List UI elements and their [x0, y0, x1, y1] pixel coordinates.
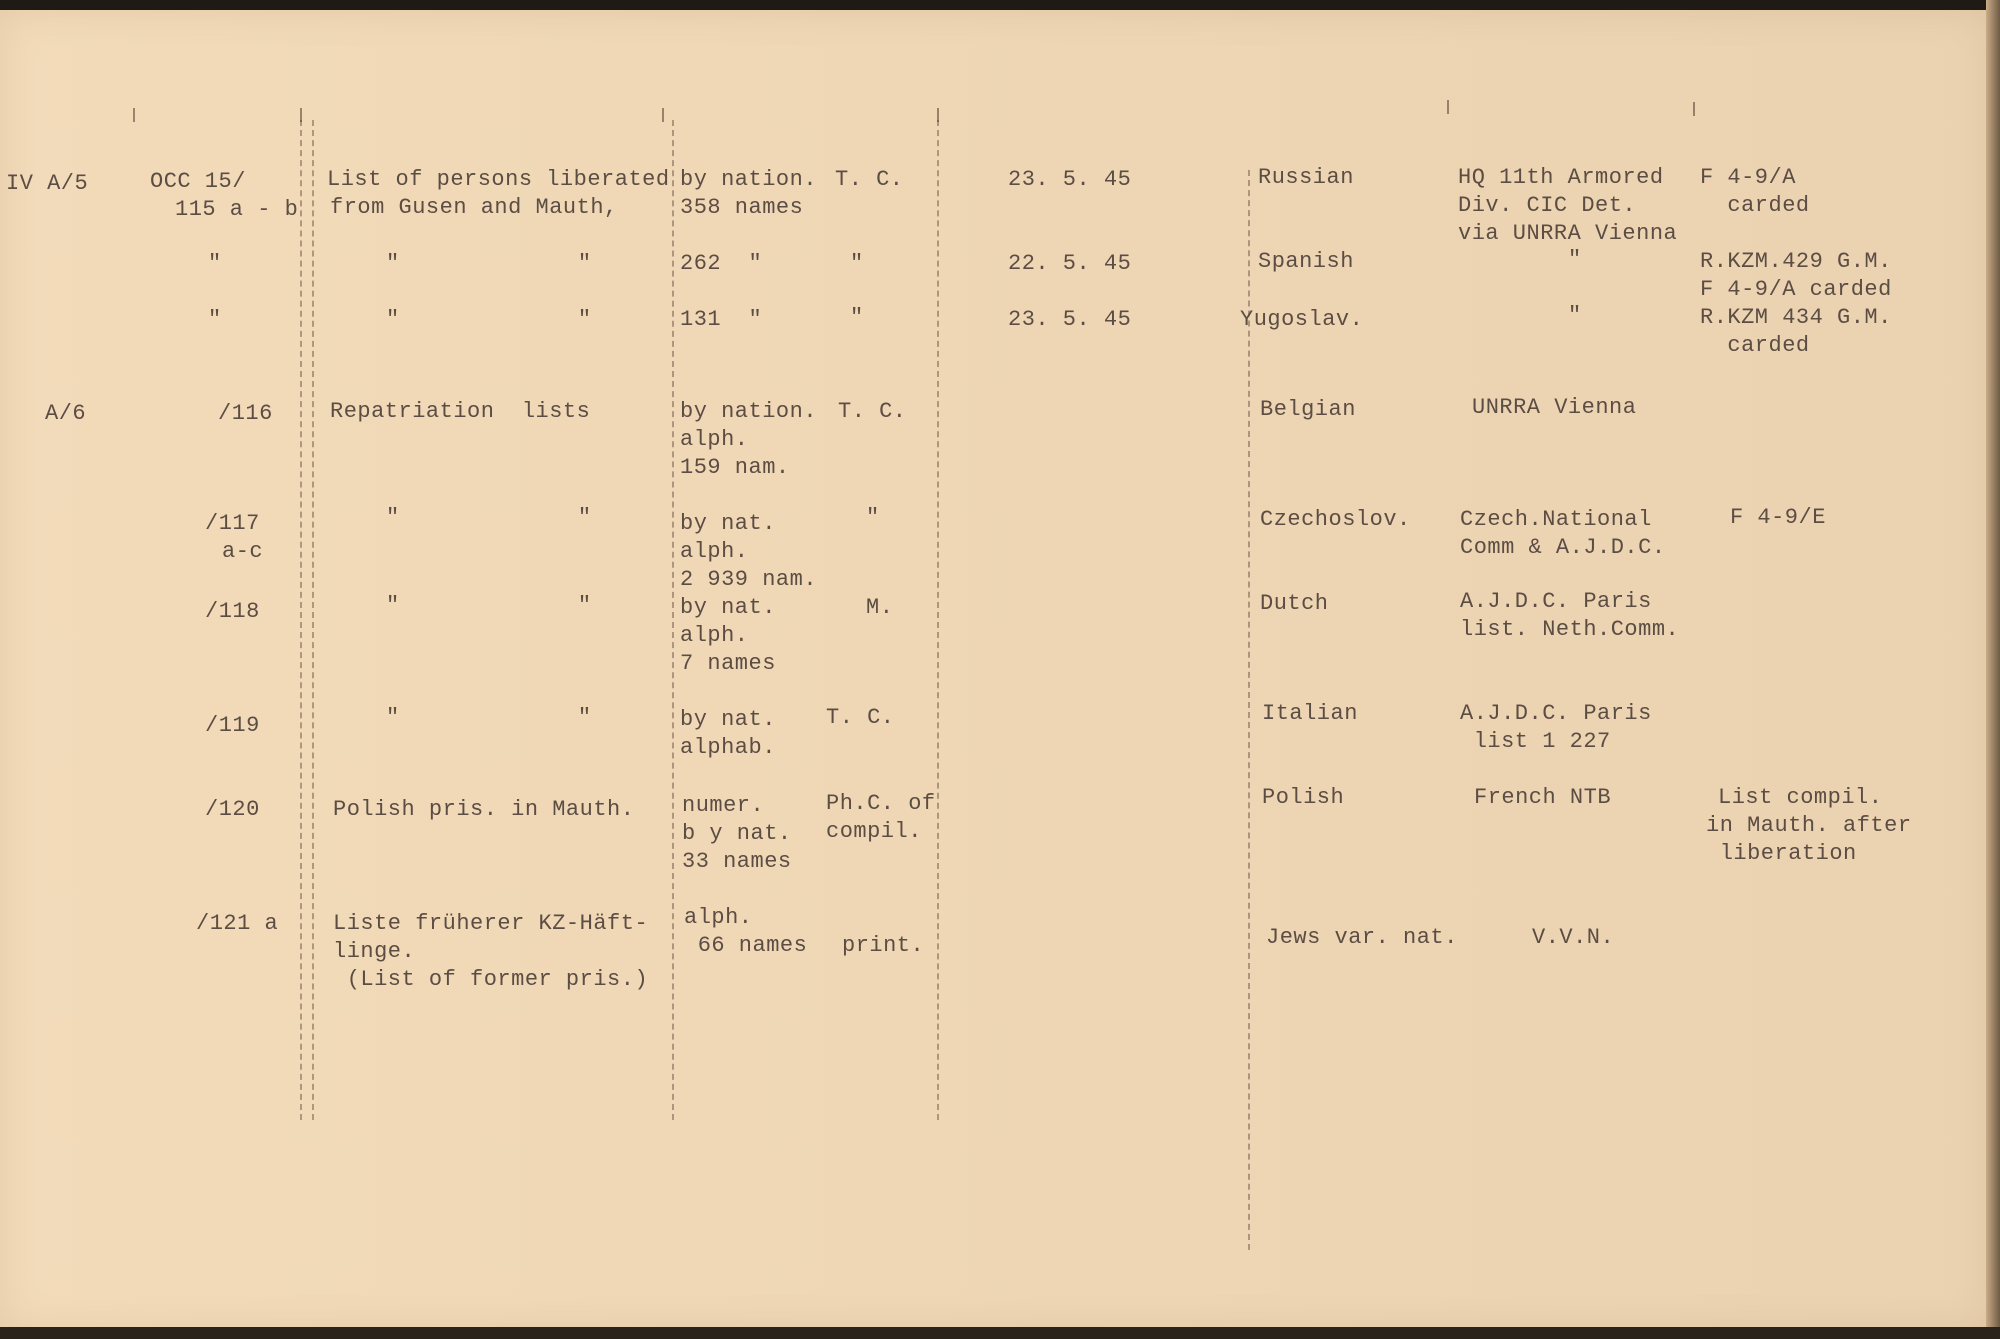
remarks-text: F 4-9/E	[1730, 505, 1826, 530]
description-text: alph.	[680, 539, 749, 564]
remarks-text: carded	[1700, 193, 1810, 218]
nationality-text: Yugoslav.	[1240, 307, 1364, 332]
ruler-tick	[133, 108, 135, 122]
nationality-text: Polish	[1262, 785, 1345, 810]
description-text: by nat.	[680, 595, 776, 620]
book-edge	[1986, 0, 2000, 1339]
description-text: numer.	[682, 793, 765, 818]
ruler-tick	[1693, 102, 1695, 116]
type-text: "	[850, 305, 864, 330]
item-number: a-c	[222, 539, 264, 564]
type-text: compil.	[826, 819, 922, 844]
column-rule	[312, 120, 314, 1120]
nationality-text: Dutch	[1260, 591, 1329, 616]
date-text: 22. 5. 45	[1008, 251, 1132, 276]
description-text: by nat.	[680, 707, 776, 732]
date-text: 23. 5. 45	[1008, 167, 1132, 192]
type-text: "	[850, 251, 864, 276]
type-text: T. C.	[826, 705, 895, 730]
description-text: 159 nam.	[680, 455, 790, 480]
source-text: French NTB	[1474, 785, 1612, 810]
item-number: /119	[205, 713, 260, 738]
ruler-tick	[1447, 100, 1449, 114]
source-text: Div. CIC Det.	[1458, 193, 1637, 218]
register-page	[0, 10, 1990, 1330]
source-text: "	[1568, 303, 1582, 328]
source-text: UNRRA Vienna	[1472, 395, 1637, 420]
source-text: via UNRRA Vienna	[1458, 221, 1678, 246]
source-text: HQ 11th Armored	[1458, 165, 1664, 190]
source-text: A.J.D.C. Paris	[1460, 589, 1652, 614]
item-number: "	[208, 307, 222, 332]
description-text: 2 939 nam.	[680, 567, 818, 592]
remarks-text: F 4-9/A carded	[1700, 277, 1892, 302]
source-text: list. Neth.Comm.	[1460, 617, 1680, 642]
title-text: from Gusen and Mauth,	[330, 195, 618, 220]
ruler-tick	[300, 108, 302, 122]
description-text: 358 names	[680, 195, 804, 220]
nationality-text: Russian	[1258, 165, 1354, 190]
description-text: 66 names	[684, 933, 808, 958]
type-text: Ph.C. of	[826, 791, 936, 816]
remarks-text: carded	[1700, 333, 1810, 358]
description-text: alphab.	[680, 735, 776, 760]
title-text: List of persons liberated	[327, 167, 670, 192]
source-text: list 1 227	[1460, 729, 1611, 754]
title-text: " "	[386, 251, 592, 276]
ruler-tick	[937, 108, 939, 122]
title-text: " "	[386, 307, 592, 332]
nationality-text: Belgian	[1260, 397, 1356, 422]
description-text: by nat.	[680, 511, 776, 536]
item-number: /118	[205, 599, 260, 624]
remarks-text: liberation	[1706, 841, 1857, 866]
type-text: print.	[842, 933, 925, 958]
type-text: T. C.	[835, 167, 904, 192]
column-rule	[672, 120, 674, 1120]
description-text: 7 names	[680, 651, 776, 676]
item-number: OCC 15/	[150, 169, 246, 194]
description-text: alph.	[684, 905, 753, 930]
description-text: 131 "	[680, 307, 763, 332]
item-number: /117	[205, 511, 260, 536]
description-text: by nation.	[680, 167, 818, 192]
remarks-text: in Mauth. after	[1706, 813, 1912, 838]
type-text: T. C.	[838, 399, 907, 424]
remarks-text: R.KZM.429 G.M.	[1700, 249, 1892, 274]
description-text: 33 names	[682, 849, 792, 874]
source-text: A.J.D.C. Paris	[1460, 701, 1652, 726]
type-text: "	[866, 505, 880, 530]
item-number: "	[208, 251, 222, 276]
reference-code: IV A/5	[6, 171, 89, 196]
source-text: "	[1568, 247, 1582, 272]
title-text: (List of former pris.)	[333, 967, 649, 992]
description-text: alph.	[680, 623, 749, 648]
source-text: Czech.National	[1460, 507, 1652, 532]
description-text: by nation.	[680, 399, 818, 424]
reference-code: A/6	[45, 401, 87, 426]
remarks-text: List compil.	[1718, 785, 1883, 810]
nationality-text: Spanish	[1258, 249, 1354, 274]
title-text: linge.	[333, 939, 416, 964]
title-text: " "	[386, 505, 592, 530]
description-text: b y nat.	[682, 821, 792, 846]
title-text: Repatriation lists	[330, 399, 591, 424]
nationality-text: Jews var. nat.	[1266, 925, 1458, 950]
date-text: 23. 5. 45	[1008, 307, 1132, 332]
description-text: alph.	[680, 427, 749, 452]
column-rule	[300, 120, 302, 1120]
nationality-text: Czechoslov.	[1260, 507, 1411, 532]
remarks-text: R.KZM 434 G.M.	[1700, 305, 1892, 330]
item-number: /116	[218, 401, 273, 426]
description-text: 262 "	[680, 251, 763, 276]
item-number: 115 a - b	[175, 197, 299, 222]
remarks-text: F 4-9/A	[1700, 165, 1796, 190]
title-text: " "	[386, 593, 592, 618]
column-rule	[937, 120, 939, 1120]
title-text: Polish pris. in Mauth.	[333, 797, 635, 822]
type-text: M.	[866, 595, 894, 620]
item-number: /121 a	[196, 911, 279, 936]
nationality-text: Italian	[1262, 701, 1358, 726]
ruler-tick	[662, 108, 664, 122]
item-number: /120	[205, 797, 260, 822]
source-text: Comm & A.J.D.C.	[1460, 535, 1666, 560]
bottom-border	[0, 1327, 2000, 1339]
source-text: V.V.N.	[1532, 925, 1615, 950]
title-text: Liste früherer KZ-Häft-	[333, 911, 649, 936]
title-text: " "	[386, 705, 592, 730]
